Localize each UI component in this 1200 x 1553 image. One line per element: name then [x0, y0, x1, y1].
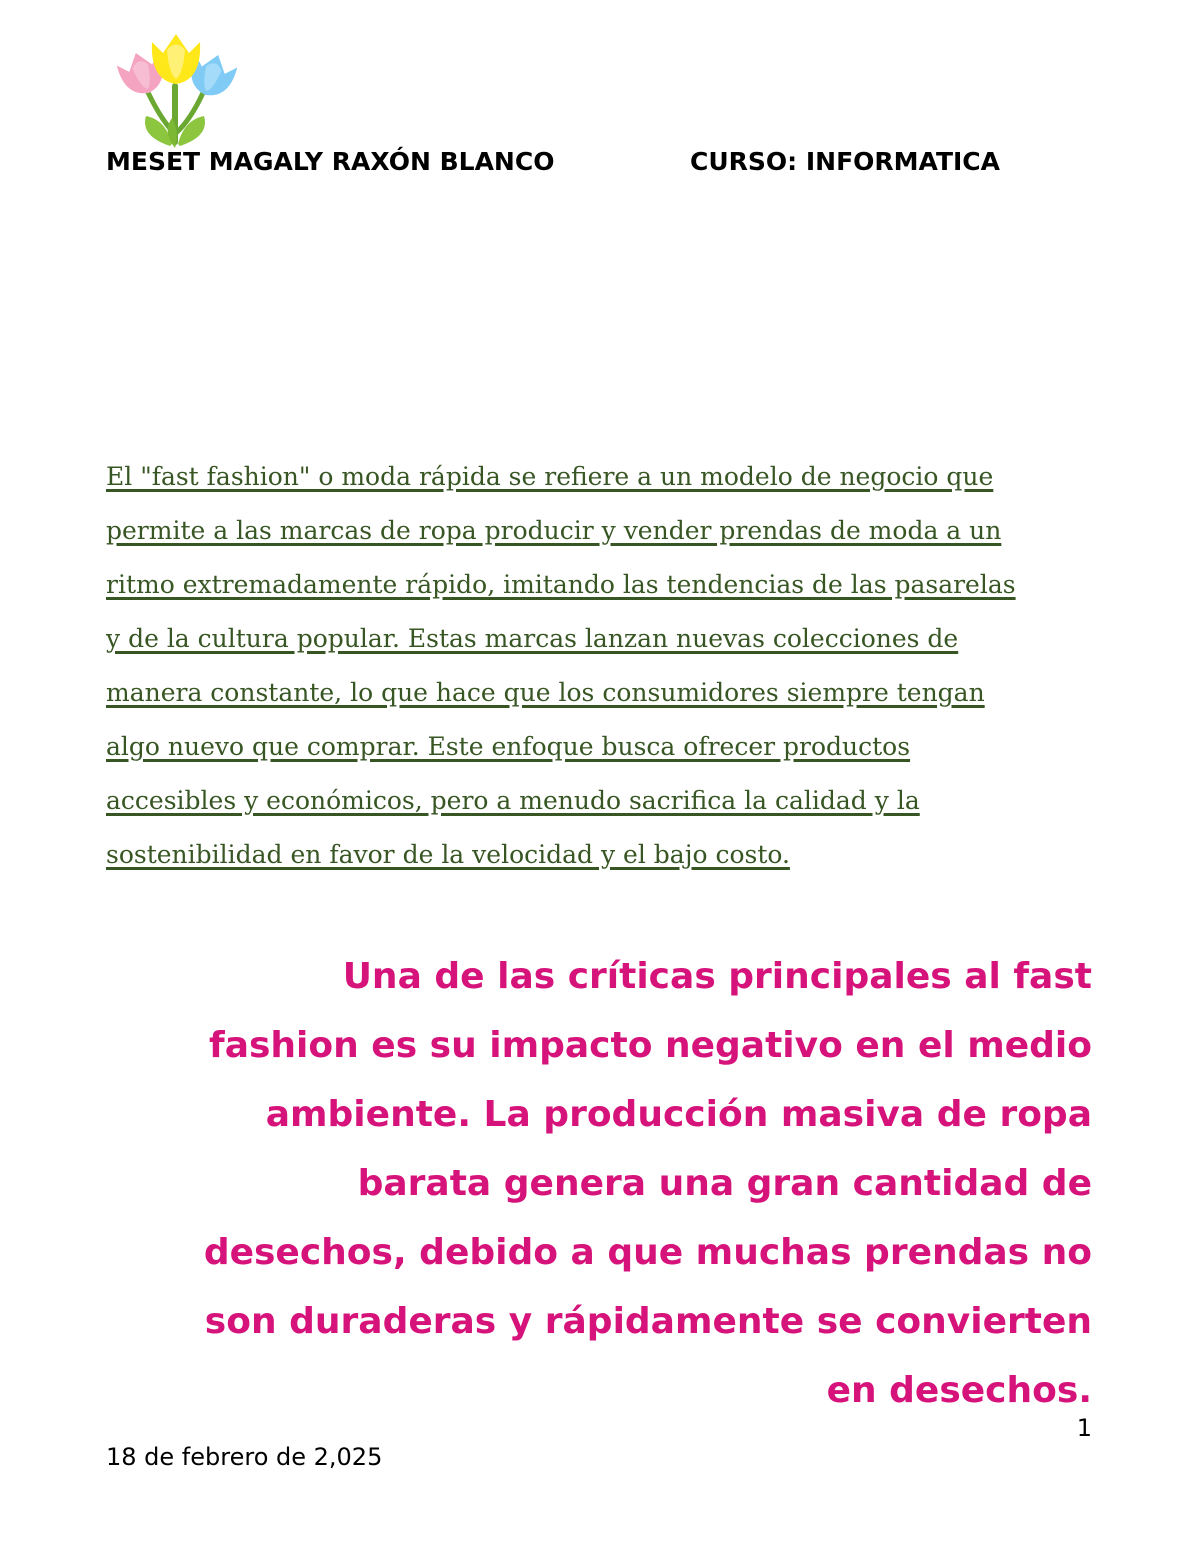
intro-line: manera constante, lo que hace que los consumidores siempre tengan	[106, 678, 985, 707]
intro-line: El "fast fashion" o moda rápida se refiere a un modelo de negocio que	[106, 462, 994, 491]
critique-line: ambiente. La producción masiva de ropa	[265, 1094, 1092, 1135]
tulip-bouquet-icon	[100, 24, 250, 152]
intro-line: permite a las marcas de ropa producir y vender prendas de moda a un	[106, 516, 1002, 545]
page-number: 1	[1076, 1414, 1092, 1442]
document-header	[106, 147, 1086, 183]
critique-paragraph	[100, 942, 1092, 1425]
course-name: CURSO: INFORMATICA	[690, 147, 1000, 176]
student-name: MESET MAGALY RAXÓN BLANCO	[106, 147, 555, 176]
critique-line: barata genera una gran cantidad de	[357, 1163, 1092, 1204]
critique-line: Una de las críticas principales al fast	[342, 956, 1092, 997]
intro-line: sostenibilidad en favor de la velocidad y el bajo costo.	[106, 840, 790, 869]
intro-line: ritmo extremadamente rápido, imitando las tendencias de las pasarelas	[106, 570, 1016, 599]
critique-line: en desechos.	[826, 1370, 1092, 1411]
intro-line: accesibles y económicos, pero a menudo sacrifica la calidad y la	[106, 786, 920, 815]
intro-line: algo nuevo que comprar. Este enfoque busca ofrecer productos	[106, 732, 911, 761]
footer-date: 18 de febrero de 2,025	[106, 1443, 383, 1471]
critique-line: desechos, debido a que muchas prendas no	[203, 1232, 1092, 1273]
critique-line: fashion es su impacto negativo en el medio	[209, 1025, 1092, 1066]
intro-line: y de la cultura popular. Estas marcas lanzan nuevas colecciones de	[106, 624, 959, 653]
critique-line: son duraderas y rápidamente se convierten	[204, 1301, 1092, 1342]
intro-paragraph	[106, 450, 1106, 882]
